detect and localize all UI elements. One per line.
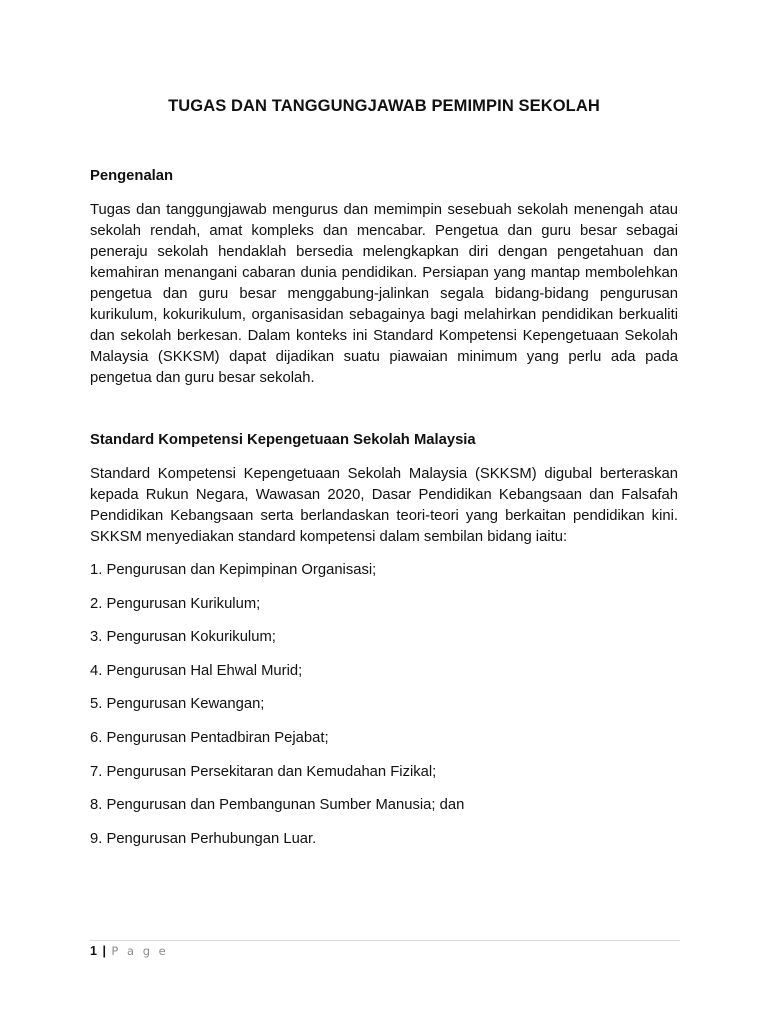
skksm-paragraph: Standard Kompetensi Kepengetuaan Sekolah Malaysia (SKKSM) digubal berteraskan kepada Rukun Negara, Wawasan 2020, Dasar Pendidikan Kebangsaan dan Falsafah Pendidikan Kebangsaan serta berlandaskan teori-teori yang berkaitan pendidikan kini. SKKSM menyediakan standard kompetensi dalam sembilan bidang iaitu: <box>90 466 678 545</box>
list-item: 5. Pengurusan Kewangan; <box>90 696 265 713</box>
list-item: 4. Pengurusan Hal Ehwal Murid; <box>90 662 303 679</box>
page-label: P a g e <box>111 944 169 958</box>
list-item: 2. Pengurusan Kurikulum; <box>90 595 261 612</box>
footer-divider <box>90 940 680 941</box>
section-heading-pengenalan: Pengenalan <box>90 168 174 184</box>
intro-paragraph: Tugas dan tanggungjawab mengurus dan memimpin sesebuah sekolah menengah atau sekolah rendah, amat kompleks dan mencabar. Pengetua dan guru besar sebagai peneraju sekolah hendaklah bersedia melengkapkan diri dengan pengetahuan dan kemahiran menangani cabaran dunia pendidikan. Persiapan yang mantap membolehkan pengetua dan guru besar menggabung-jalinkan segala bidang-bidang pengurusan kurikulum, kokurikulum, organisasidan sebagainya bagi melahirkan pendidikan berkualiti dan sekolah berkesan. Dalam konteks ini Standard Kompetensi Kepengetuaan Sekolah Malaysia (SKKSM) dapat dijadikan suatu piawaian minimum yang perlu ada pada pengetua dan guru besar sekolah. <box>90 202 678 386</box>
document-title: TUGAS DAN TANGGUNGJAWAB PEMIMPIN SEKOLAH <box>168 97 600 115</box>
section-heading-skksm: Standard Kompetensi Kepengetuaan Sekolah Malaysia <box>90 432 476 448</box>
footer-separator: | <box>102 944 106 958</box>
list-item: 1. Pengurusan dan Kepimpinan Organisasi; <box>90 562 377 578</box>
page-footer <box>90 943 168 959</box>
list-item: 8. Pengurusan dan Pembangunan Sumber Manusia; dan <box>90 797 465 814</box>
competency-list <box>90 560 678 862</box>
page-number: 1 <box>90 944 97 958</box>
list-item: 3. Pengurusan Kokurikulum; <box>90 629 276 646</box>
list-item: 6. Pengurusan Pentadbiran Pejabat; <box>90 729 329 746</box>
list-item: 7. Pengurusan Persekitaran dan Kemudahan Fizikal; <box>90 763 437 780</box>
list-item: 9. Pengurusan Perhubungan Luar. <box>90 830 317 847</box>
